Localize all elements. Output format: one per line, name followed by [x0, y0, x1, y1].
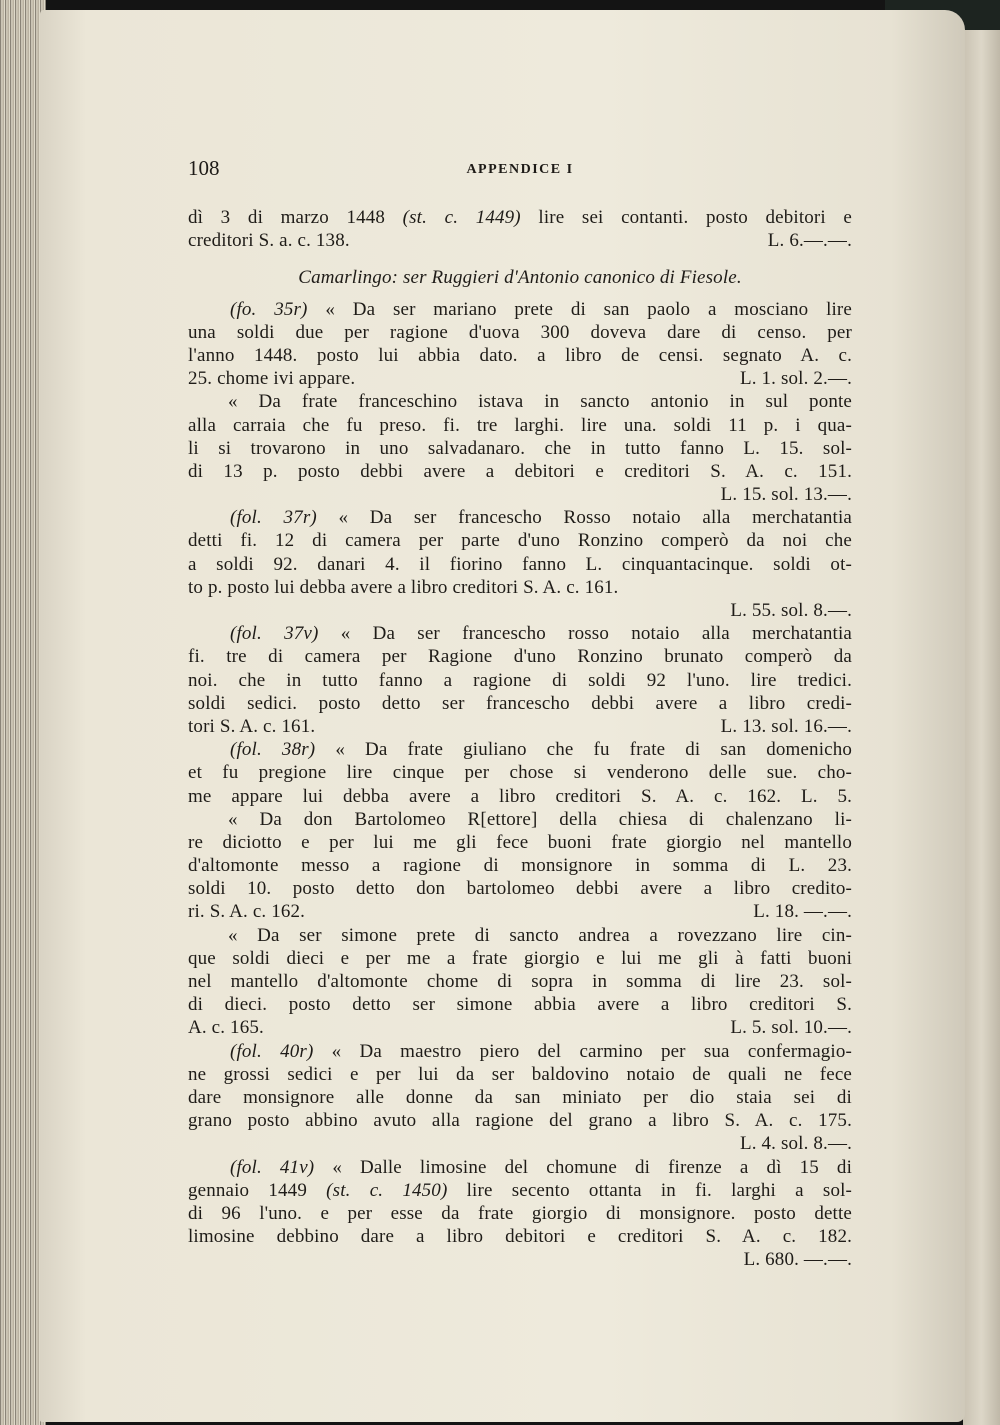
section-heading: Camarlingo: ser Ruggieri d'Antonio canonico di Fiesole. [298, 267, 742, 289]
text-line: (fol. 41v) « Dalle limosine del chomune di firenze a dì 15 di [230, 1156, 852, 1178]
text-line: nel mantello d'altomonte chome di sopra in somma di lire 23. sol- [188, 971, 852, 992]
text-line: di 96 l'uno. e per esse da frate giorgio di monsignore. posto dette [188, 1202, 852, 1224]
text-line: a soldi 92. danari 4. il fiorino fanno L. cinquantacinque. soldi ot- [188, 553, 852, 575]
text-line: grano posto abbino avuto alla ragione del grano a libro S. A. c. 175. [188, 1110, 852, 1132]
text-line: que soldi dieci e per me a frate giorgio e lui me gli à fatti buoni [188, 947, 852, 969]
text-line: L. 680. —.—. [743, 1249, 852, 1271]
page-number: 108 [188, 156, 220, 180]
text-line: soldi 10. posto detto don bartolomeo debbi avere a libro credito- [188, 878, 852, 900]
text-line: me appare lui debba avere a libro creditori S. A. c. 162. L. 5. [188, 785, 852, 807]
text-line: l'anno 1448. posto lui abbia dato. a libro de censi. segnato A. c. [188, 344, 852, 366]
text-line: (fol. 37v) « Da ser francescho rosso notaio alla merchatantia [230, 623, 852, 645]
text-line: A. c. 165. L. 5. sol. 10.—. [188, 1017, 852, 1039]
text-line: « Da frate franceschino istava in sancto antonio in sul ponte [228, 391, 852, 413]
text-line: L. 15. sol. 13.—. [720, 484, 852, 506]
text-line: noi. che in tutto fanno a ragione di soldi 92 l'uno. lire tredici. [188, 669, 852, 691]
text-line: dì 3 di marzo 1448 (st. c. 1449) lire sei contanti. posto debitori e [188, 207, 852, 228]
text-line: tori S. A. c. 161. L. 13. sol. 16.—. [188, 715, 852, 737]
running-head: APPENDICE I [466, 162, 574, 177]
text-line: fi. tre di camera per Ragione d'uno Ronzino brunato comperò da [188, 646, 852, 668]
text-line: alla carraia che fu preso. fi. tre larghi. lire una. soldi 11 p. i qua- [188, 414, 852, 436]
text-line: (fo. 35r) « Da ser mariano prete di san paolo a mosciano lire [230, 298, 852, 320]
text-line: L. 55. sol. 8.—. [730, 600, 852, 621]
text-line: dare monsignore alle donne da san miniato per dio staia sei di [188, 1086, 852, 1108]
page-header [188, 156, 852, 186]
text-line: limosine debbino dare a libro debitori e creditori S. A. c. 182. [188, 1226, 852, 1248]
page-body [188, 206, 852, 1271]
text-line: et fu pregione lire cinque per chose si venderono delle sue. cho- [188, 762, 852, 784]
text-line: soldi sedici. posto detto ser francescho debbi avere a libro credi- [188, 692, 852, 714]
text-line: L. 4. sol. 8.—. [739, 1133, 852, 1155]
text-line: li si trovarono in uno salvadanaro. che in tutto fanno L. 15. sol- [188, 437, 852, 459]
text-line: creditori S. a. c. 138. L. 6.—.—. [188, 230, 852, 252]
text-line: (fol. 38r) « Da frate giuliano che fu frate di san domenicho [230, 739, 853, 761]
text-line: detti fi. 12 di camera per parte d'uno Ronzino comperò da noi che [188, 530, 852, 552]
text-line: « Da ser simone prete di sancto andrea a rovezzano lire cin- [228, 924, 852, 946]
text-line: to p. posto lui debba avere a libro creditori S. A. c. 161. [188, 576, 619, 598]
text-line: re diciotto e per lui me gli fece buoni frate giorgio nel mantello [188, 831, 852, 853]
text-line: 25. chome ivi appare. L. 1. sol. 2.—. [188, 368, 852, 390]
text-line: di dieci. posto detto ser simone abbia avere a libro creditori S. [188, 994, 852, 1016]
text-line: « Da don Bartolomeo R[ettore] della chiesa di chalenzano li- [228, 808, 852, 830]
text-line: di 13 p. posto debbi avere a debitori e creditori S. A. c. 151. [188, 460, 852, 482]
text-line: ri. S. A. c. 162. L. 18. —.—. [188, 901, 852, 923]
text-line: ne grossi sedici e per lui da ser baldovino notaio de quali ne fece [188, 1063, 852, 1085]
text-line: d'altomonte messo a ragione di monsignore in somma di L. 23. [188, 855, 852, 877]
text-line: (fol. 40r) « Da maestro piero del carmino per sua confermagio- [230, 1040, 852, 1062]
text-line: (fol. 37r) « Da ser francescho Rosso notaio alla merchatantia [230, 507, 852, 529]
text-line: una soldi due per ragione d'uova 300 doveva dare di censo. per [188, 321, 852, 343]
next-page-edge [963, 30, 1000, 1425]
text-line: gennaio 1449 (st. c. 1450) lire secento ottanta in fi. larghi a sol- [188, 1179, 853, 1201]
